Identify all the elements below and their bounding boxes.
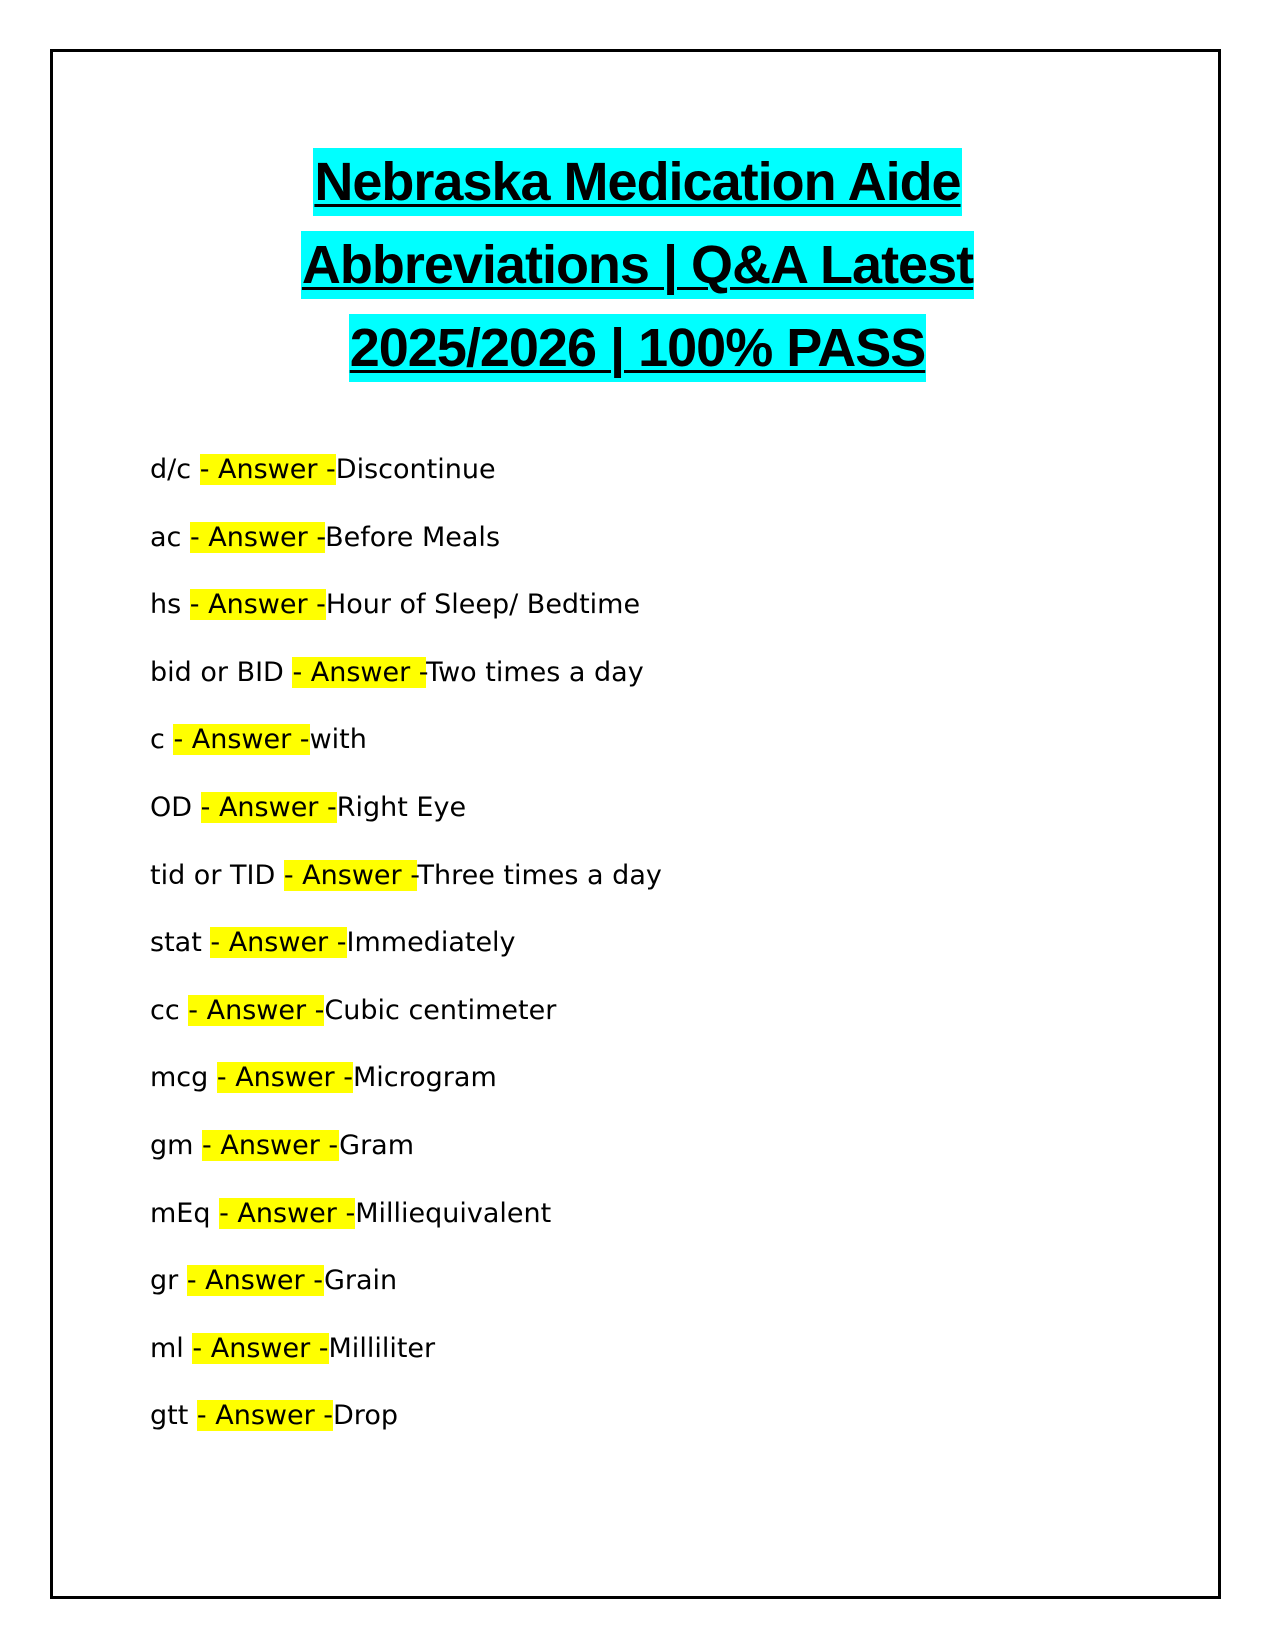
qa-answer: Milliliter bbox=[328, 1332, 436, 1364]
answer-marker: - Answer - bbox=[292, 656, 427, 688]
qa-term: d/c bbox=[150, 454, 192, 485]
answer-marker: - Answer - bbox=[192, 1332, 329, 1364]
qa-answer: with bbox=[309, 724, 367, 756]
qa-item bbox=[150, 651, 662, 719]
qa-term: c bbox=[150, 724, 165, 756]
qa-term: gm bbox=[150, 1129, 194, 1161]
title-line-1: Nebraska Medication Aide bbox=[313, 148, 961, 216]
answer-marker: - Answer - bbox=[216, 1062, 353, 1094]
qa-answer: Microgram bbox=[353, 1062, 497, 1094]
qa-item bbox=[150, 1124, 662, 1192]
qa-term: stat bbox=[150, 927, 202, 959]
qa-item bbox=[150, 1056, 662, 1124]
qa-list bbox=[150, 448, 662, 1462]
qa-term: mcg bbox=[150, 1062, 209, 1094]
qa-answer: Grain bbox=[323, 1265, 398, 1297]
qa-answer: Before Meals bbox=[325, 521, 501, 553]
qa-term: ac bbox=[150, 521, 182, 553]
qa-answer: Cubic centimeter bbox=[324, 994, 557, 1026]
qa-item bbox=[150, 1394, 662, 1462]
qa-item bbox=[150, 921, 662, 989]
answer-marker: - Answer - bbox=[283, 859, 418, 891]
answer-marker: - Answer - bbox=[189, 589, 326, 621]
qa-term: tid or TID bbox=[150, 859, 276, 891]
qa-item bbox=[150, 1327, 662, 1395]
qa-term: gr bbox=[150, 1265, 179, 1297]
qa-term: ml bbox=[150, 1332, 184, 1364]
qa-item bbox=[150, 583, 662, 651]
qa-answer: Hour of Sleep/ Bedtime bbox=[325, 589, 641, 621]
qa-answer: Immediately bbox=[346, 927, 516, 959]
qa-answer: Milliequivalent bbox=[355, 1197, 552, 1229]
qa-answer: Discontinue bbox=[335, 454, 496, 485]
qa-answer: Three times a day bbox=[417, 859, 662, 891]
qa-term: hs bbox=[150, 589, 182, 621]
qa-term: cc bbox=[150, 994, 180, 1026]
answer-marker: - Answer - bbox=[186, 1265, 324, 1297]
answer-marker: - Answer - bbox=[210, 927, 347, 959]
qa-item bbox=[150, 1259, 662, 1327]
qa-term: bid or BID bbox=[150, 656, 284, 688]
answer-marker: - Answer - bbox=[199, 454, 336, 485]
qa-item bbox=[150, 989, 662, 1057]
qa-item bbox=[150, 448, 662, 516]
answer-marker: - Answer - bbox=[188, 994, 325, 1026]
answer-marker: - Answer - bbox=[202, 1129, 340, 1161]
qa-item bbox=[150, 854, 662, 922]
qa-answer: Two times a day bbox=[426, 656, 644, 688]
answer-marker: - Answer - bbox=[200, 791, 337, 823]
answer-marker: - Answer - bbox=[173, 724, 310, 756]
qa-item bbox=[150, 786, 662, 854]
qa-answer: Drop bbox=[333, 1400, 398, 1432]
document-title bbox=[50, 143, 1225, 392]
title-line-3: 2025/2026 | 100% PASS bbox=[349, 314, 927, 382]
qa-term: gtt bbox=[150, 1400, 189, 1432]
title-line-2: Abbreviations | Q&A Latest bbox=[301, 231, 974, 299]
qa-term: mEq bbox=[150, 1197, 211, 1229]
answer-marker: - Answer - bbox=[219, 1197, 356, 1229]
qa-answer: Right Eye bbox=[336, 791, 467, 823]
qa-item bbox=[150, 516, 662, 584]
qa-item bbox=[150, 1192, 662, 1260]
qa-term: OD bbox=[150, 791, 193, 823]
qa-item bbox=[150, 718, 662, 786]
answer-marker: - Answer - bbox=[196, 1400, 334, 1432]
answer-marker: - Answer - bbox=[189, 521, 326, 553]
qa-answer: Gram bbox=[339, 1129, 415, 1161]
